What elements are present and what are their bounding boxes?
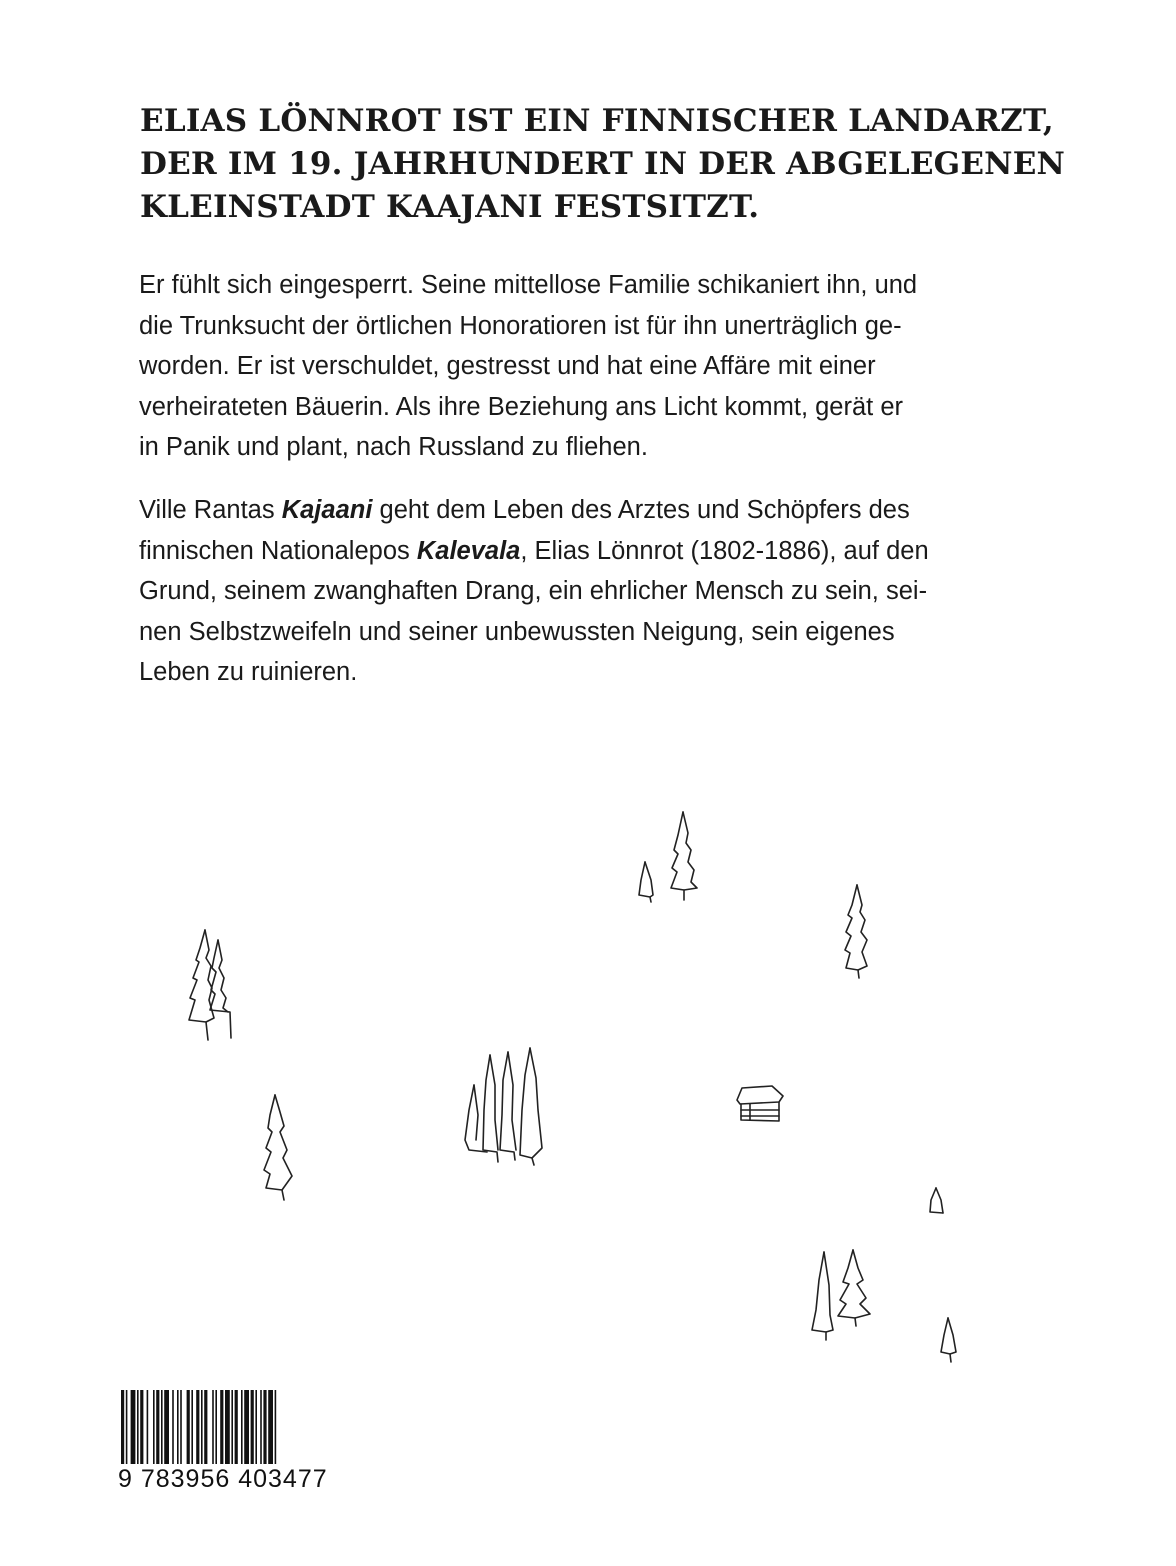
spruce-tree-pair-left (189, 930, 231, 1040)
text-line: verheirateten Bäuerin. Als ihre Beziehung ans Licht kommt, gerät er (139, 392, 903, 421)
text-line: die Trunksucht der örtlichen Honoratioren ist für ihn unerträglich ge- (139, 311, 902, 340)
small-tree (941, 1318, 956, 1362)
text-line: Grund, seinem zwanghaften Drang, ein ehrlicher Mensch zu sein, sei- (139, 577, 928, 605)
log-cabin (737, 1086, 783, 1121)
book-title: Kajaani (281, 496, 373, 524)
text-line (139, 531, 1039, 572)
headline-line-1: ELIAS LÖNNROT IST EIN FINNISCHER LANDARZT, (140, 103, 1054, 139)
text-line: in Panik und plant, nach Russland zu fliehen. (139, 433, 648, 461)
text-segment: finnischen Nationalepos (139, 536, 417, 565)
text-line: Leben zu ruinieren. (139, 658, 358, 686)
paragraph-description (139, 490, 1039, 693)
text-line: Er fühlt sich eingesperrt. Seine mittellose Familie schikaniert ihn, und (139, 271, 918, 299)
tall-thin-tree (812, 1252, 833, 1340)
isbn-number: 9 783956 403477 (118, 1465, 328, 1493)
small-tree (639, 862, 653, 902)
headline-line-3: KLEINSTADT KAAJANI FESTSITZT. (140, 189, 760, 225)
headline (140, 100, 1070, 229)
epic-title: Kalevala (416, 536, 521, 565)
tree-row (465, 1048, 542, 1165)
small-tree (930, 1188, 943, 1213)
text-segment: Ville Rantas (139, 496, 282, 524)
paragraph-synopsis (139, 265, 1039, 468)
spruce-tree (838, 1250, 870, 1326)
spruce-tree (671, 812, 697, 900)
text-line: nen Selbstzweifeln und seiner unbewussten Neigung, sein eigenes (139, 617, 895, 646)
spruce-tree (264, 1095, 292, 1200)
headline-line-2: DER IM 19. JAHRHUNDERT IN DER ABGELEGENEN (140, 146, 1066, 182)
text-segment: , Elias Lönnrot (1802-1886), auf den (520, 536, 929, 565)
text-line (139, 490, 1039, 531)
spruce-tree (845, 885, 867, 978)
forest-illustration (0, 780, 1176, 1400)
text-line: worden. Er ist verschuldet, gestresst und hat eine Affäre mit einer (139, 352, 876, 380)
text-segment: geht dem Leben des Arztes und Schöpfers des (372, 496, 910, 524)
